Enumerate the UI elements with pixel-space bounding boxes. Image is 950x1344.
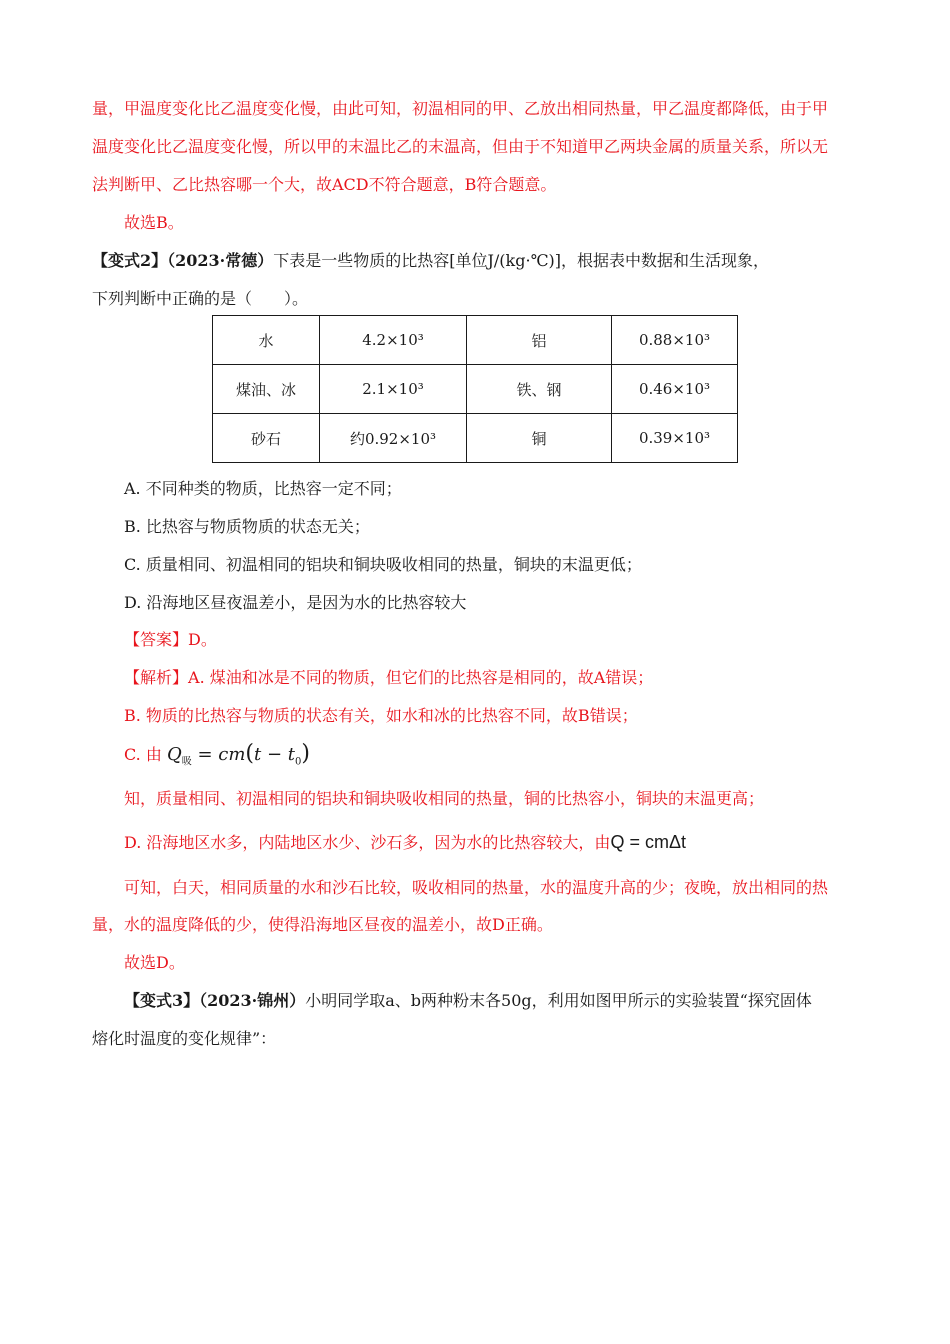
question-text: 下列判断中正确的是（ ）。 — [92, 289, 309, 308]
question-tag: 【变式3】 — [124, 991, 200, 1010]
table-cell: 0.46×10³ — [612, 365, 738, 414]
question-text: 熔化时温度的变化规律”： — [92, 1029, 277, 1048]
heat-formula: Q = cmΔt — [610, 832, 686, 852]
analysis-text: 温度变化比乙温度变化慢，所以甲的末温比乙的末温高，但由于不知道甲乙两块金属的质量关系，所以无 — [92, 137, 829, 156]
option-a: A. 不同种类的物质，比热容一定不同； — [124, 479, 402, 498]
option-b: B. 比热容与物质物质的状态无关； — [124, 517, 370, 536]
table-cell: 0.39×10³ — [612, 414, 738, 463]
table-cell: 0.88×10³ — [612, 316, 738, 365]
formula-subscript: 0 — [295, 756, 302, 768]
analysis-text: C. 由 — [124, 745, 162, 764]
question-source: （2023·锦州） — [199, 991, 306, 1010]
analysis-text: 可知，白天，相同质量的水和沙石比较，吸收相同的热量，水的温度升高的少；夜晚，放出相同的热 — [124, 878, 829, 897]
table-cell: 砂石 — [213, 414, 320, 463]
analysis-text: 量，水的温度降低的少，使得沿海地区昼夜的温差小，故D正确。 — [92, 915, 553, 934]
question-text: 小明同学取a、b两种粉末各50g，利用如图甲所示的实验装置“探究固体 — [305, 991, 812, 1010]
table-row — [213, 316, 738, 365]
table-cell: 铜 — [467, 414, 612, 463]
analysis-text: D. 沿海地区水多，内陆地区水少、沙石多，因为水的比热容较大，由 — [124, 833, 611, 852]
table-cell: 2.1×10³ — [320, 365, 467, 414]
analysis-text: 量，甲温度变化比乙温度变化慢，由此可知，初温相同的甲、乙放出相同热量，甲乙温度都降低，由于甲 — [92, 99, 829, 118]
table-cell: 水 — [213, 316, 320, 365]
analysis-line — [124, 666, 894, 690]
analysis-text: A. 煤油和冰是不同的物质，但它们的比热容是相同的，故A错误； — [188, 668, 654, 687]
choice-conclusion: 故选D。 — [124, 953, 185, 972]
option-d: D. 沿海地区昼夜温差小，是因为水的比热容较大 — [124, 593, 467, 612]
heat-formula: $Q_吸 = cm(t - t_0)$ — [166, 741, 310, 768]
formula-symbol: Q — [166, 744, 182, 765]
table-cell: 铝 — [467, 316, 612, 365]
analysis-formula-line — [124, 830, 894, 855]
answer-value: D。 — [188, 630, 217, 649]
table-cell: 铁、钢 — [467, 365, 612, 414]
table-row — [213, 414, 738, 463]
table-cell: 约0.92×10³ — [320, 414, 467, 463]
choice-conclusion: 故选B。 — [124, 213, 184, 232]
table-cell: 煤油、冰 — [213, 365, 320, 414]
specific-heat-table — [212, 315, 738, 463]
question-source: （2023·常德） — [167, 251, 274, 270]
question-tag: 【变式2】 — [92, 251, 168, 270]
analysis-text: 知，质量相同、初温相同的铝块和铜块吸收相同的热量，铜的比热容小，铜块的末温更高； — [124, 789, 765, 808]
question-stem — [124, 989, 894, 1013]
answer-line — [124, 628, 894, 652]
analysis-formula-line — [124, 742, 894, 775]
formula-part: t − t — [254, 744, 295, 765]
question-text: 下表是一些物质的比热容[单位J/(kg·℃)]，根据表中数据和生活现象， — [273, 251, 769, 270]
formula-part: = cm — [191, 744, 246, 765]
analysis-tag: 【解析】 — [124, 668, 189, 687]
analysis-text: 法判断甲、乙比热容哪一个大，故ACD不符合题意，B符合题意。 — [92, 175, 557, 194]
option-c: C. 质量相同、初温相同的铝块和铜块吸收相同的热量，铜块的末温更低； — [124, 555, 642, 574]
table-cell: 4.2×10³ — [320, 316, 467, 365]
question-stem — [92, 249, 862, 273]
analysis-text: B. 物质的比热容与物质的状态有关，如水和冰的比热容不同，故B错误； — [124, 706, 638, 725]
answer-tag: 【答案】 — [124, 630, 189, 649]
table-row — [213, 365, 738, 414]
formula-subscript: 吸 — [181, 756, 192, 768]
